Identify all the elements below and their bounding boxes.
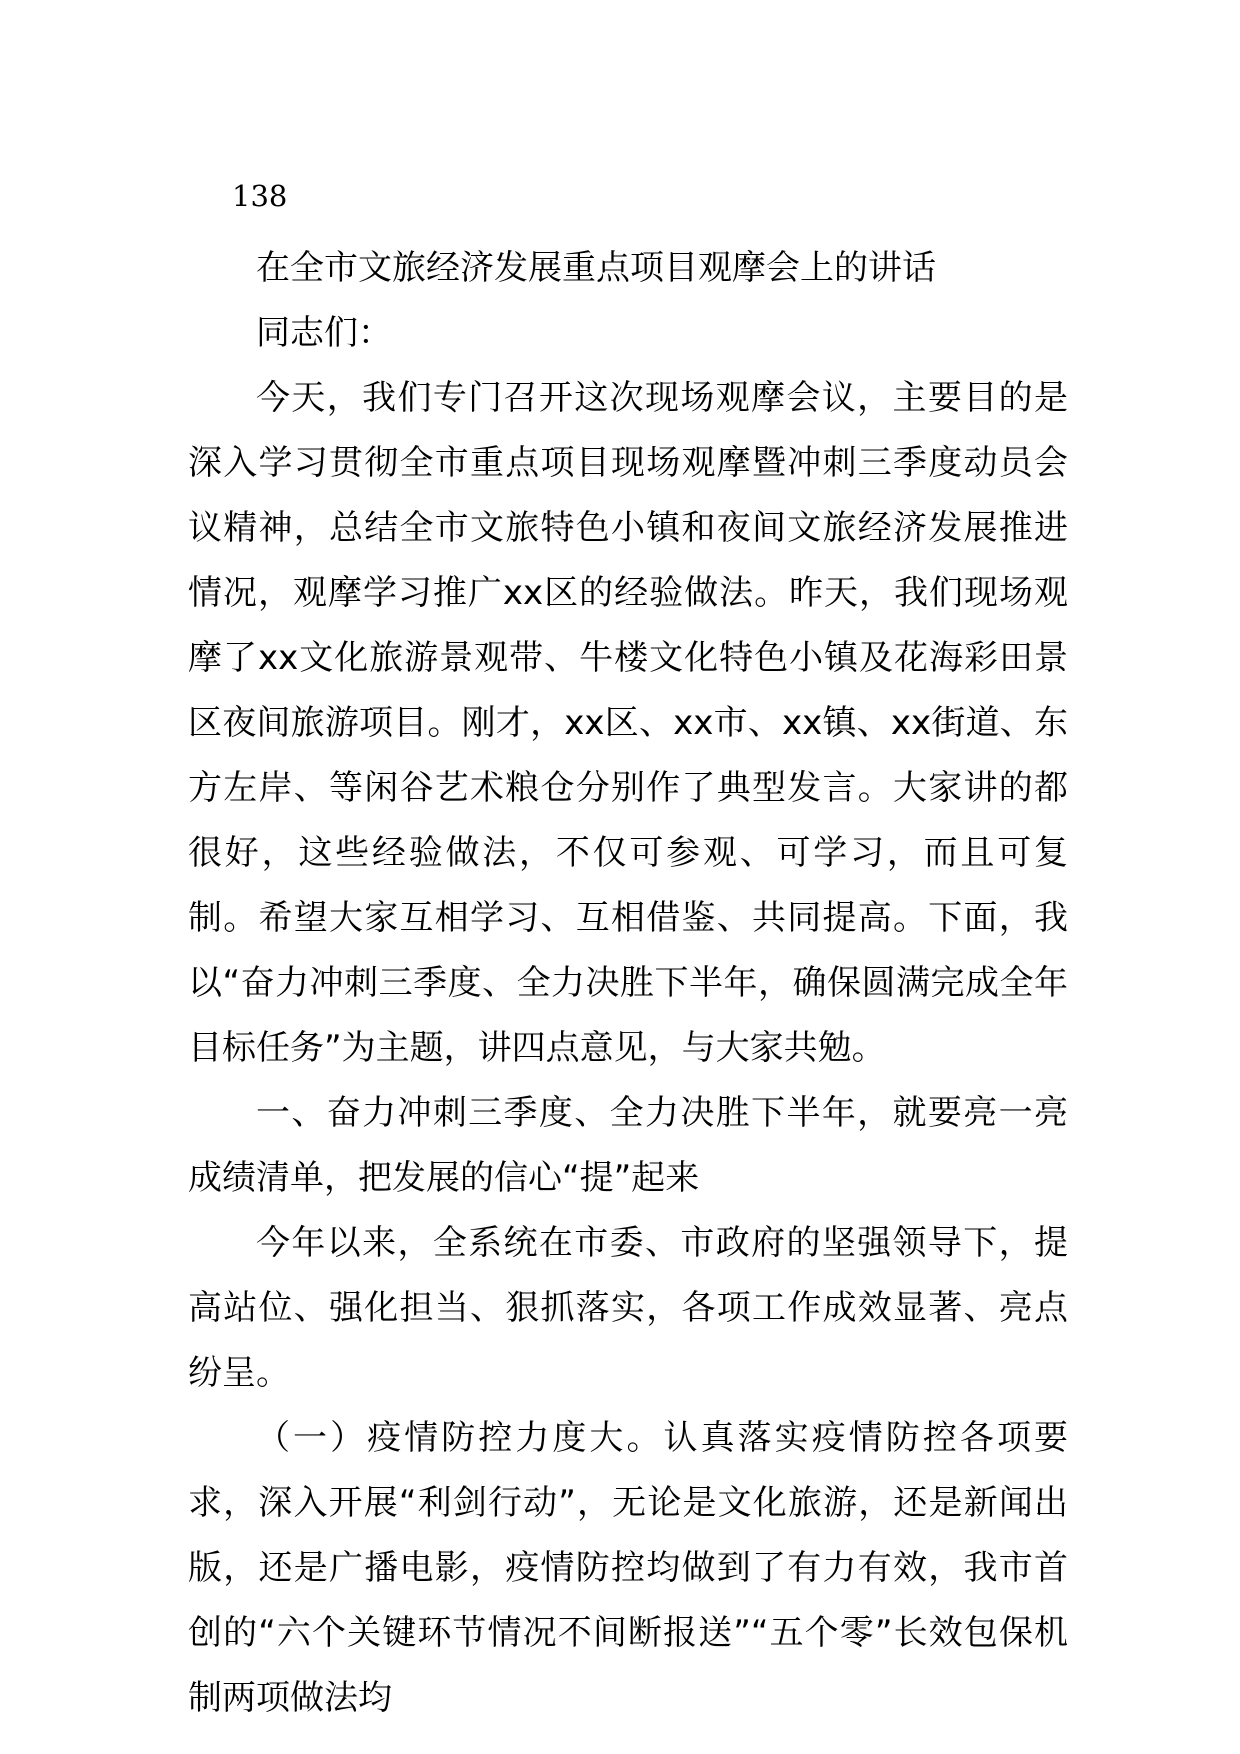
- salutation: 同志们：: [256, 313, 392, 353]
- document-body: [188, 236, 1068, 1731]
- page-number: 138: [232, 179, 288, 213]
- speech-title: 在全市文旅经济发展重点项目观摩会上的讲话: [256, 248, 936, 288]
- section-heading-1: 一、奋力冲刺三季度、全力决胜下半年，就要亮一亮成绩清单，把发展的信心“提”起来: [188, 1093, 1068, 1198]
- paragraph-achievements: 今年以来，全系统在市委、市政府的坚强领导下，提高站位、强化担当、狠抓落实，各项工作成效显著、亮点纷呈。: [188, 1223, 1068, 1393]
- paragraph-epidemic-control: （一）疫情防控力度大。认真落实疫情防控各项要求，深入开展“利剑行动”，无论是文化旅游，还是新闻出版，还是广播电影，疫情防控均做到了有力有效，我市首创的“六个关键环节情况不间断报送”“五个零”长效包保机制两项做法均: [188, 1418, 1068, 1718]
- paragraph-intro: 今天，我们专门召开这次现场观摩会议，主要目的是深入学习贯彻全市重点项目现场观摩暨冲刺三季度动员会议精神，总结全市文旅特色小镇和夜间文旅经济发展推进情况，观摩学习推广xx区的经验做法。昨天，我们现场观摩了xx文化旅游景观带、牛楼文化特色小镇及花海彩田景区夜间旅游项目。刚才，xx区、xx市、xx镇、xx街道、东方左岸、等闲谷艺术粮仓分别作了典型发言。大家讲的都很好，这些经验做法，不仅可参观、可学习，而且可复制。希望大家互相学习、互相借鉴、共同提高。下面，我以“奋力冲刺三季度、全力决胜下半年，确保圆满完成全年目标任务”为主题，讲四点意见，与大家共勉。: [188, 378, 1068, 1068]
